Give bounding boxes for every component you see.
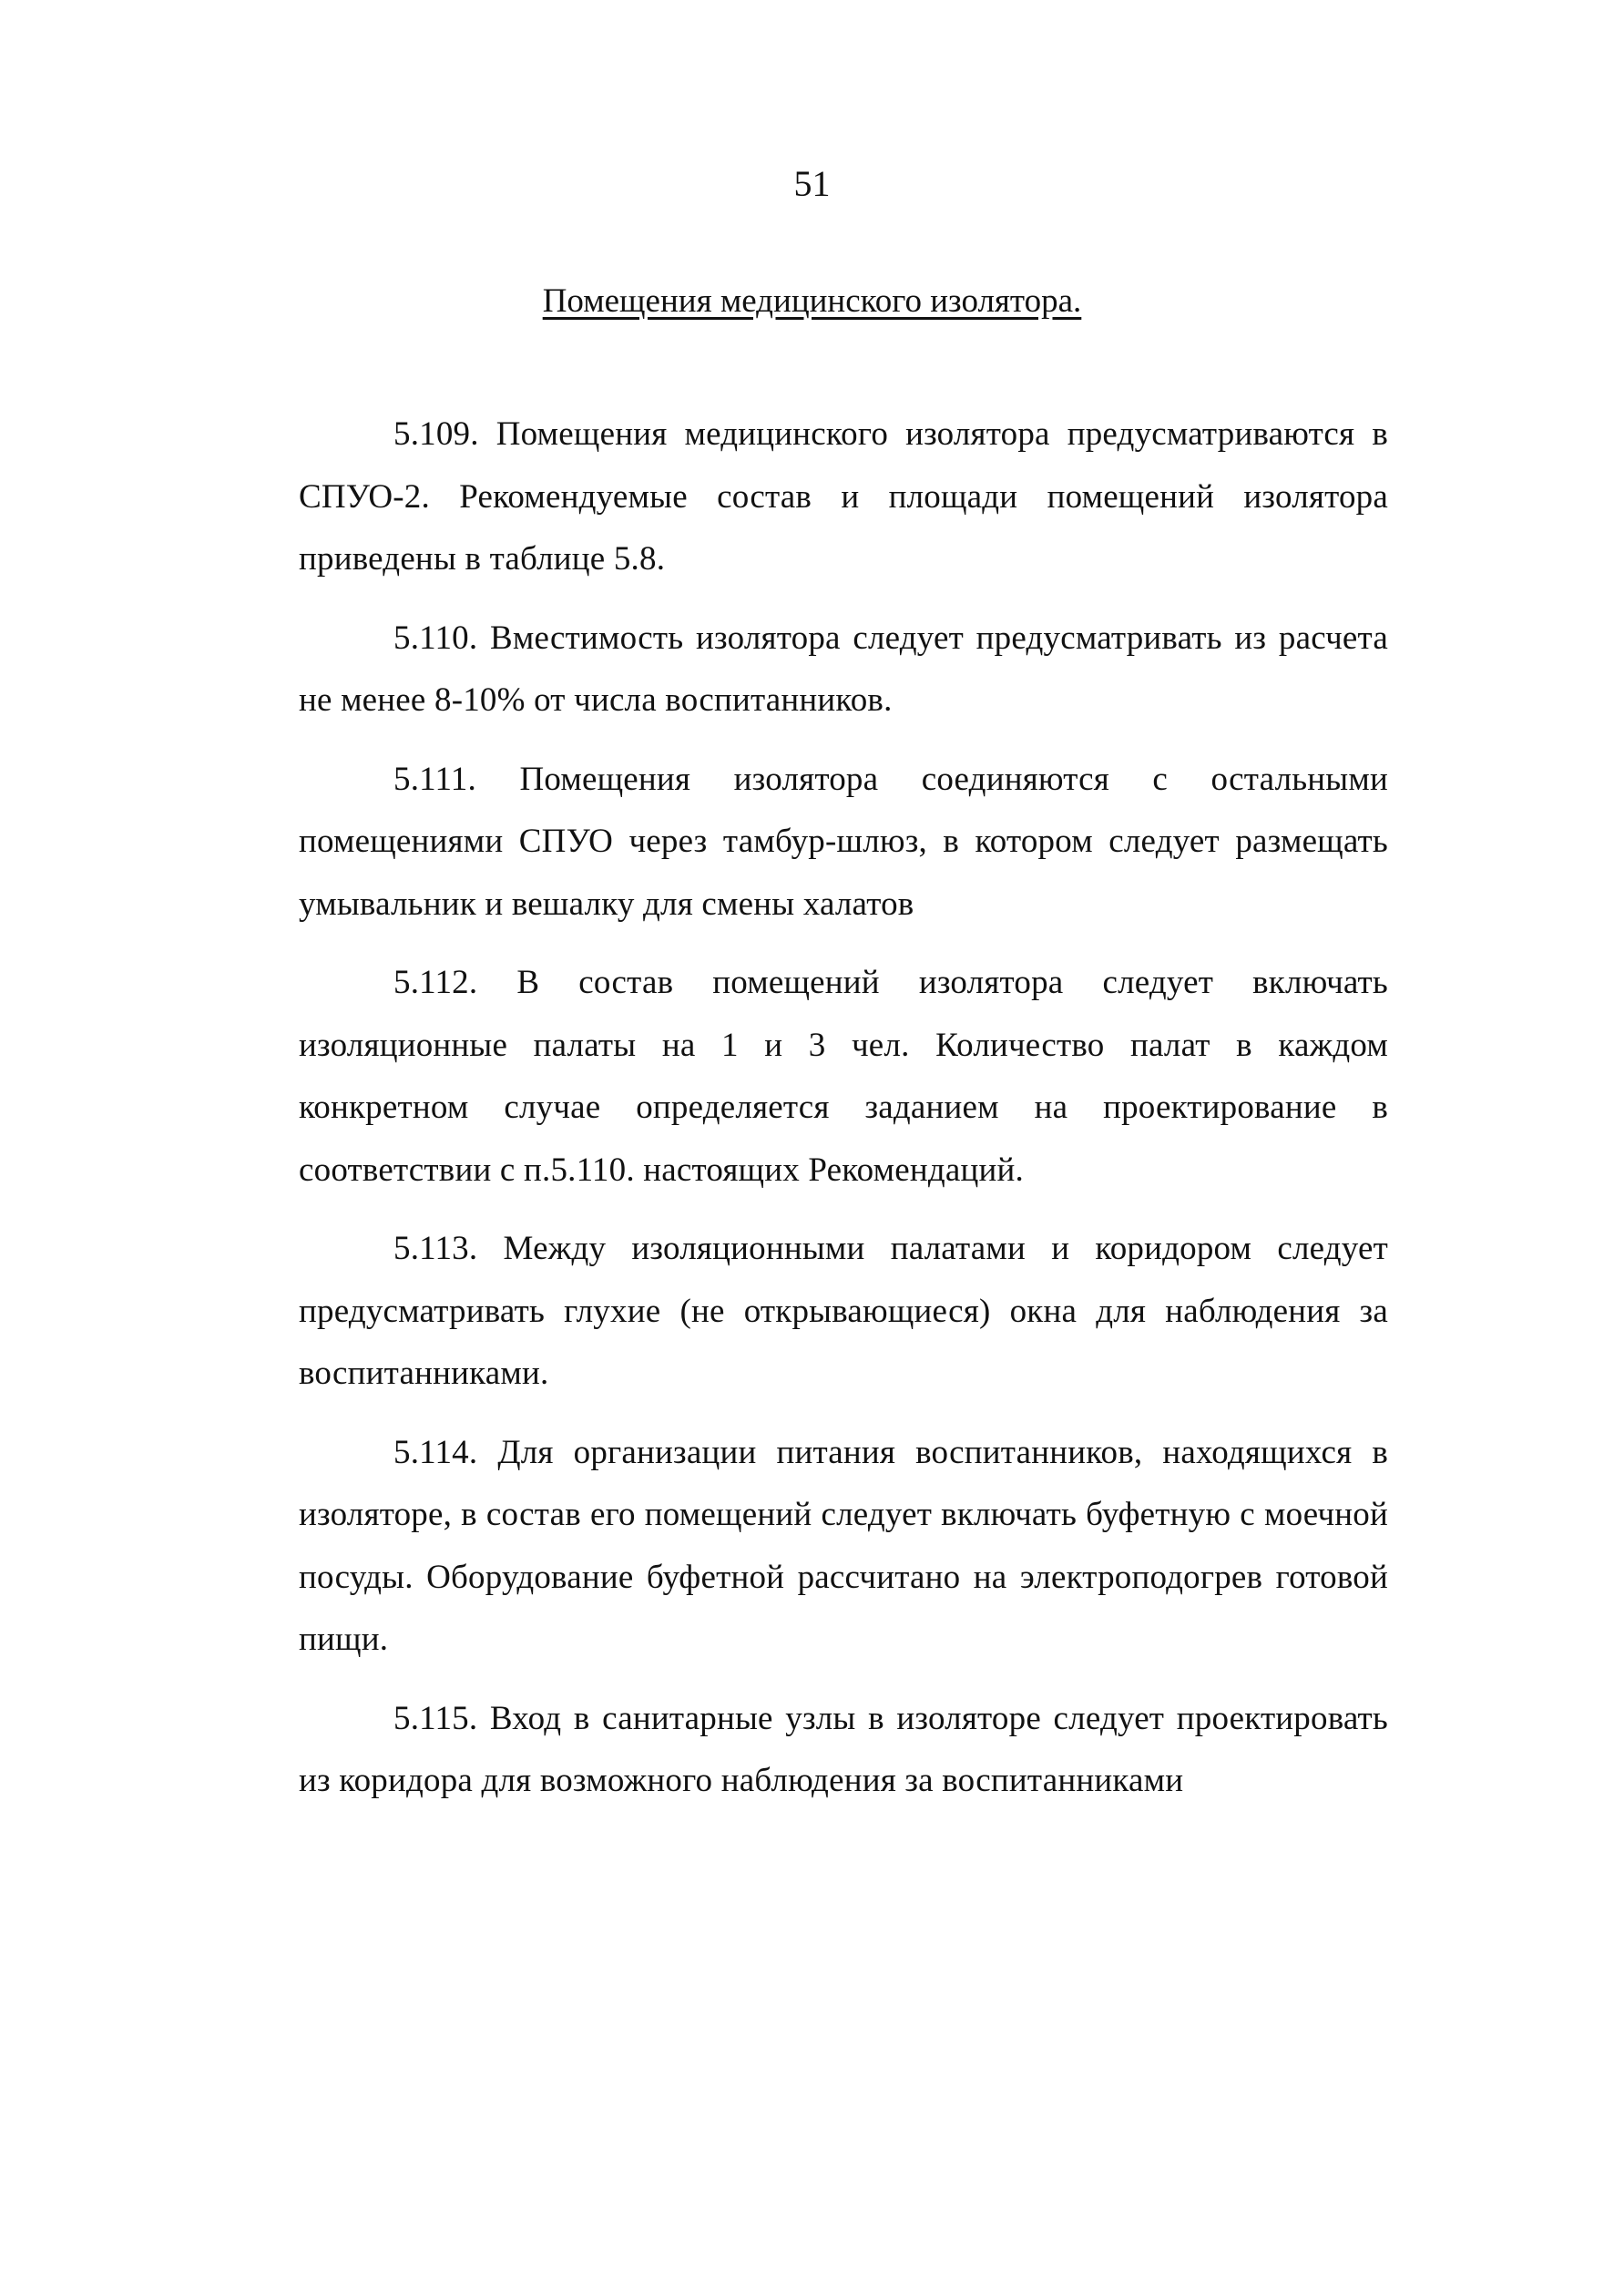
paragraph-5-109: 5.109. Помещения медицинского изолятора предусматриваются в СПУО-2. Рекомендуемые состав и площади помещений изолятора приведены в таблице 5.8. — [299, 415, 1388, 578]
section-title: Помещения медицинского изолятора. — [542, 282, 1082, 320]
paragraph-5-110: 5.110. Вместимость изолятора следует предусматривать из расчета не менее 8-10% от числа воспитанников. — [299, 619, 1388, 719]
paragraph-5-113: 5.113. Между изоляционными палатами и коридором следует предусматривать глухие (не открывающиеся) окна для наблюдения за воспитанниками. — [299, 1230, 1388, 1392]
body-text — [299, 404, 1388, 1829]
paragraph-5-115: 5.115. Вход в санитарные узлы в изоляторе следует проектировать из коридора для возможного наблюдения за воспитанниками — [299, 1699, 1388, 1799]
paragraph-5-114: 5.114. Для организации питания воспитанников, находящихся в изоляторе, в состав его помещений следует включать буфетную с моечной посуды. Оборудование буфетной рассчитано на электроподогрев готовой пищи. — [299, 1433, 1388, 1658]
paragraph-5-111: 5.111. Помещения изолятора соединяются с остальными помещениями СПУО через тамбур-шлюз, в котором следует размещать умывальник и вешалку для смены халатов — [299, 760, 1388, 923]
paragraph-5-112: 5.112. В состав помещений изолятора следует включать изоляционные палаты на 1 и 3 чел. Количество палат в каждом конкретном случае определяется заданием на проектирование в соответствии с п.5.110. настоящих Рекомендаций. — [299, 964, 1388, 1189]
page-number: 51 — [793, 163, 831, 204]
